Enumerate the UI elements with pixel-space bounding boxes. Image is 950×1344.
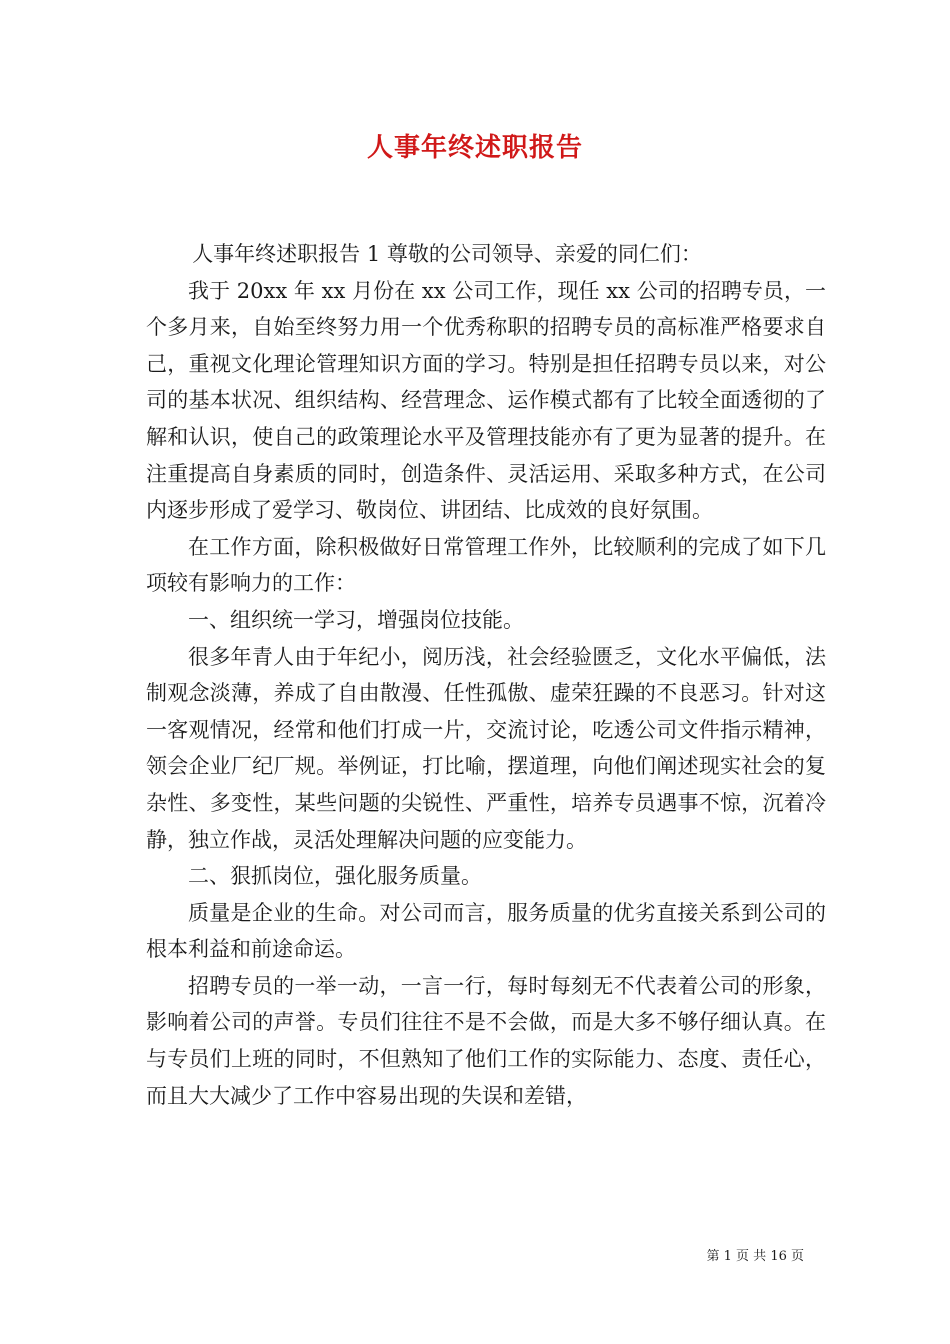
paragraph-section-1: 很多年青人由于年纪小，阅历浅，社会经验匮乏，文化水平偏低，法制观念淡薄，养成了自由散漫、任性孤傲、虚荣狂躁的不良恶习。针对这一客观情况，经常和他们打成一片，交流讨论，吃透公司文件指示精神，领会企业厂纪厂规。举例证，打比喻，摆道理，向他们阐述现实社会的复杂性、多变性，某些问题的尖锐性、严重性，培养专员遇事不惊，沉着冷静，独立作战，灵活处理解决问题的应变能力。 bbox=[146, 644, 826, 852]
page-number-footer: 第 1 页 共 16 页 bbox=[706, 1249, 804, 1264]
document-body bbox=[146, 236, 826, 1114]
section-heading-1: 一、组织统一学习，增强岗位技能。 bbox=[188, 607, 524, 632]
paragraph-recruiter-conduct: 招聘专员的一举一动，一言一行，每时每刻无不代表着公司的形象，影响着公司的声誉。专员们往往不是不会做，而是大多不够仔细认真。在与专员们上班的同时，不但熟知了他们工作的实际能力、态度、责任心，而且大大减少了工作中容易出现的失误和差错， bbox=[146, 973, 826, 1108]
section-heading-2: 二、狠抓岗位，强化服务质量。 bbox=[188, 864, 482, 889]
paragraph-greeting: 人事年终述职报告 1 尊敬的公司领导、亲爱的同仁们： bbox=[192, 242, 702, 266]
paragraph-quality: 质量是企业的生命。对公司而言，服务质量的优劣直接关系到公司的根本利益和前途命运。 bbox=[146, 900, 826, 962]
paragraph-work-overview: 在工作方面，除积极做好日常管理工作外，比较顺利的完成了如下几项较有影响力的工作： bbox=[146, 534, 826, 596]
document-title: 人事年终述职报告 bbox=[366, 133, 583, 163]
paragraph-introduction: 我于 20xx 年 xx 月份在 xx 公司工作，现任 xx 公司的招聘专员，一个多月来，自始至终努力用一个优秀称职的招聘专员的高标准严格要求自己，重视文化理论管理知识方面的学习。特别是担任招聘专员以来，对公司的基本状况、组织结构、经营理念、运作模式都有了比较全面透彻的了解和认识，使自己的政策理论水平及管理技能亦有了更为显著的提升。在注重提高自身素质的同时，创造条件、灵活运用、采取多种方式，在公司内逐步形成了爱学习、敬岗位、讲团结、比成效的良好氛围。 bbox=[146, 278, 826, 523]
